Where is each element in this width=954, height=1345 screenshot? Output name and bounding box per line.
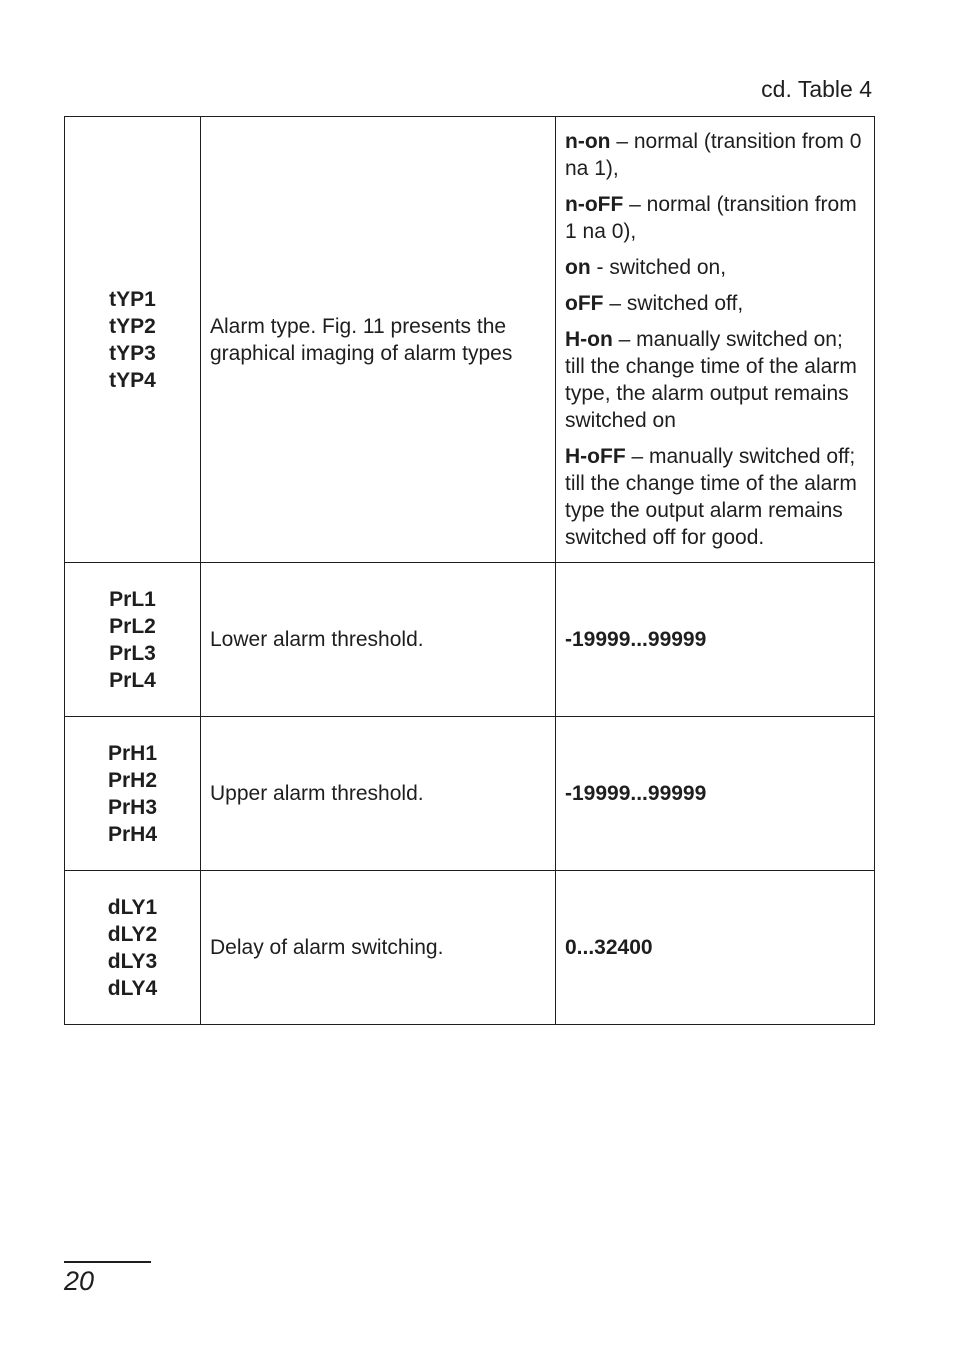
parameter-description: Delay of alarm switching. — [201, 871, 556, 1025]
option-item — [565, 254, 865, 281]
footer-divider — [64, 1261, 151, 1263]
table-caption: cd. Table 4 — [761, 76, 872, 102]
parameter-code: dLY2 — [107, 922, 158, 946]
parameter-range: 0...32400 — [556, 871, 875, 1025]
option-term: on — [565, 256, 591, 279]
parameter-codes — [65, 563, 201, 717]
table-row — [65, 717, 875, 871]
parameter-code: tYP1 — [109, 287, 156, 311]
option-item — [565, 128, 865, 182]
option-text: – manually switched on; till the change time of the alarm type, the alarm output remains switched on — [565, 328, 857, 432]
table-row — [65, 117, 875, 563]
option-item — [565, 191, 865, 245]
parameter-range: -19999...99999 — [556, 563, 875, 717]
option-text: – switched off, — [603, 292, 744, 315]
parameter-code: tYP2 — [109, 314, 156, 338]
table-row — [65, 871, 875, 1025]
parameter-code: PrH3 — [107, 795, 158, 819]
option-term: n-oFF — [565, 193, 624, 216]
parameter-table — [64, 116, 875, 1025]
table-row — [65, 563, 875, 717]
option-item — [565, 443, 865, 551]
option-term: H-on — [565, 328, 613, 351]
parameter-description: Alarm type. Fig. 11 presents the graphical imaging of alarm types — [201, 117, 556, 563]
option-text: – normal (transition from 0 na 1), — [565, 130, 862, 180]
parameter-options — [556, 117, 875, 563]
parameter-code: PrL3 — [109, 641, 156, 665]
option-text: – normal (transition from 1 na 0), — [565, 193, 857, 243]
parameter-range: -19999...99999 — [556, 717, 875, 871]
parameter-codes — [65, 117, 201, 563]
parameter-codes — [65, 717, 201, 871]
parameter-code: tYP4 — [109, 368, 156, 392]
parameter-code: dLY3 — [107, 949, 158, 973]
parameter-code: PrL2 — [109, 614, 156, 638]
parameter-code: dLY1 — [107, 895, 158, 919]
parameter-code: PrH1 — [107, 741, 158, 765]
parameter-code: PrL4 — [109, 668, 156, 692]
option-term: n-on — [565, 130, 611, 153]
parameter-code: PrH4 — [107, 822, 158, 846]
option-text: - switched on, — [590, 256, 727, 279]
option-item — [565, 326, 865, 434]
parameter-code: PrH2 — [107, 768, 158, 792]
parameter-description: Lower alarm threshold. — [201, 563, 556, 717]
option-term: oFF — [565, 292, 604, 315]
option-text: – manually switched off; till the change time of the alarm type the output alarm remains switched off for good. — [565, 445, 857, 549]
parameter-codes — [65, 871, 201, 1025]
parameter-description: Upper alarm threshold. — [201, 717, 556, 871]
option-term: H-oFF — [565, 445, 626, 468]
option-item — [565, 290, 865, 317]
parameter-code: tYP3 — [109, 341, 156, 365]
page-number: 20 — [64, 1266, 95, 1296]
parameter-code: dLY4 — [107, 976, 158, 1000]
parameter-code: PrL1 — [109, 587, 156, 611]
